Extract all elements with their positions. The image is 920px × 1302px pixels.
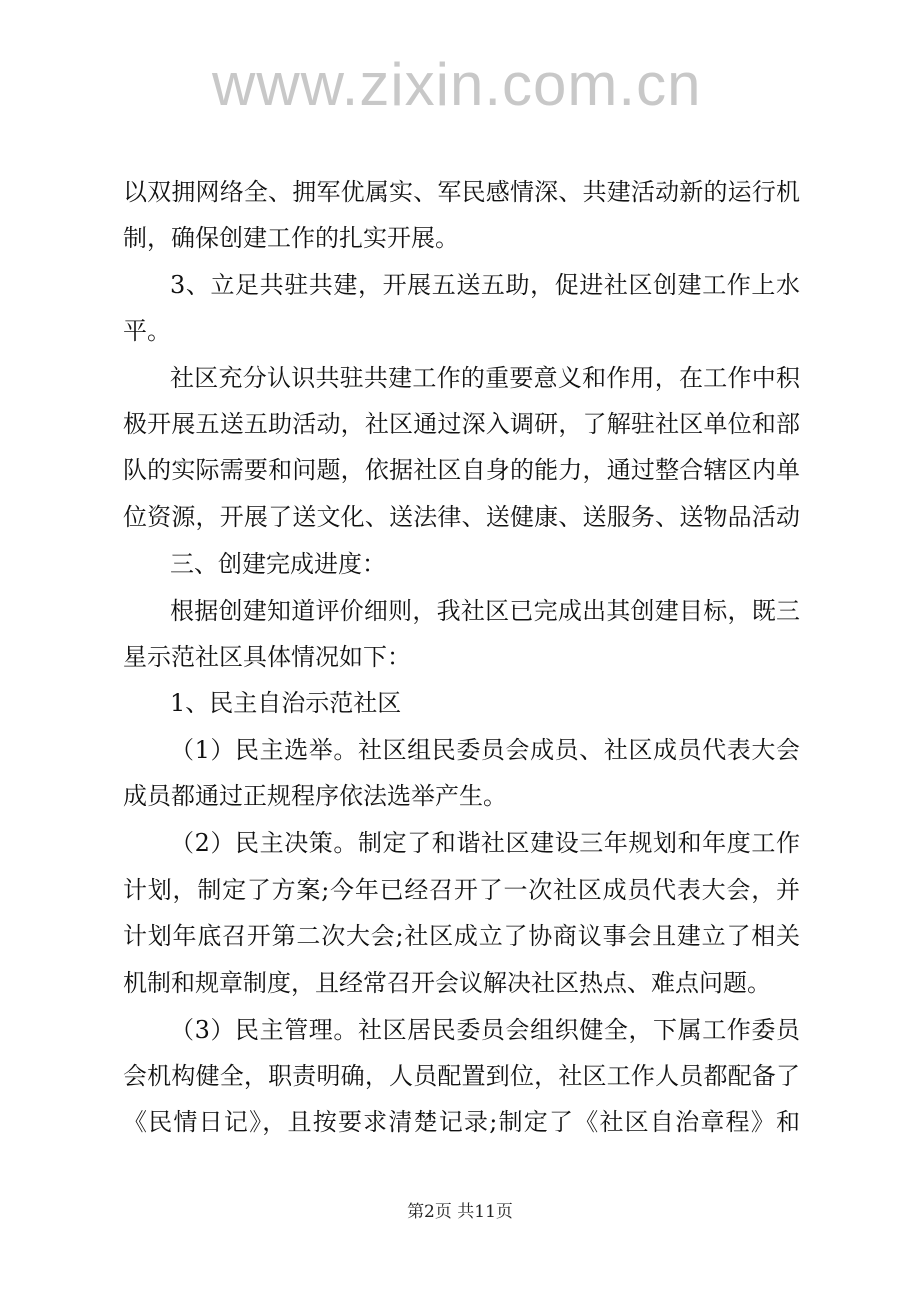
text-line: 位资源，开展了送文化、送法律、送健康、送服务、送物品活动 [123,503,800,531]
watermark: www.zixin.com.cn [212,51,702,118]
text-line: 1、民主自治示范社区 [170,689,402,717]
text-line: 计划年底召开第二次大会;社区成立了协商议事会且建立了相关 [123,922,800,950]
text-line: 极开展五送五助活动，社区通过深入调研，了解驻社区单位和部 [123,410,800,438]
text-line: （1）民主选举。社区组民委员会成员、社区成员代表大会 [170,736,800,764]
text-line: 社区充分认识共驻共建工作的重要意义和作用，在工作中积 [170,364,800,392]
text-line: 机制和规章制度，且经常召开会议解决社区热点、难点问题。 [123,969,771,997]
text-line: 队的实际需要和问题，依据社区自身的能力，通过整合辖区内单 [123,456,800,484]
text-line: 平。 [123,317,171,345]
text-line: 会机构健全，职责明确，人员配置到位，社区工作人员都配备了 [123,1062,800,1090]
text-line: 3、立足共驻共建，开展五送五助，促进社区创建工作上水 [170,271,800,299]
text-line: 三、创建完成进度： [170,550,386,578]
text-line: 成员都通过正规程序依法选举产生。 [123,782,507,810]
text-line: （2）民主决策。制定了和谐社区建设三年规划和年度工作 [170,829,800,857]
text-line: 计划，制定了方案;今年已经召开了一次社区成员代表大会，并 [123,876,800,904]
text-line: （3）民主管理。社区居民委员会组织健全，下属工作委员 [170,1016,800,1044]
text-line: 制，确保创建工作的扎实开展。 [123,224,459,252]
page-footer: 第2页 共11页 [407,1202,513,1222]
text-line: 《民情日记》，且按要求清楚记录;制定了《社区自治章程》和 [123,1108,800,1136]
text-line: 星示范社区具体情况如下： [123,643,411,671]
text-line: 以双拥网络全、拥军优属实、军民感情深、共建活动新的运行机 [123,178,800,206]
text-line: 根据创建知道评价细则，我社区已完成出其创建目标，既三 [170,597,800,625]
